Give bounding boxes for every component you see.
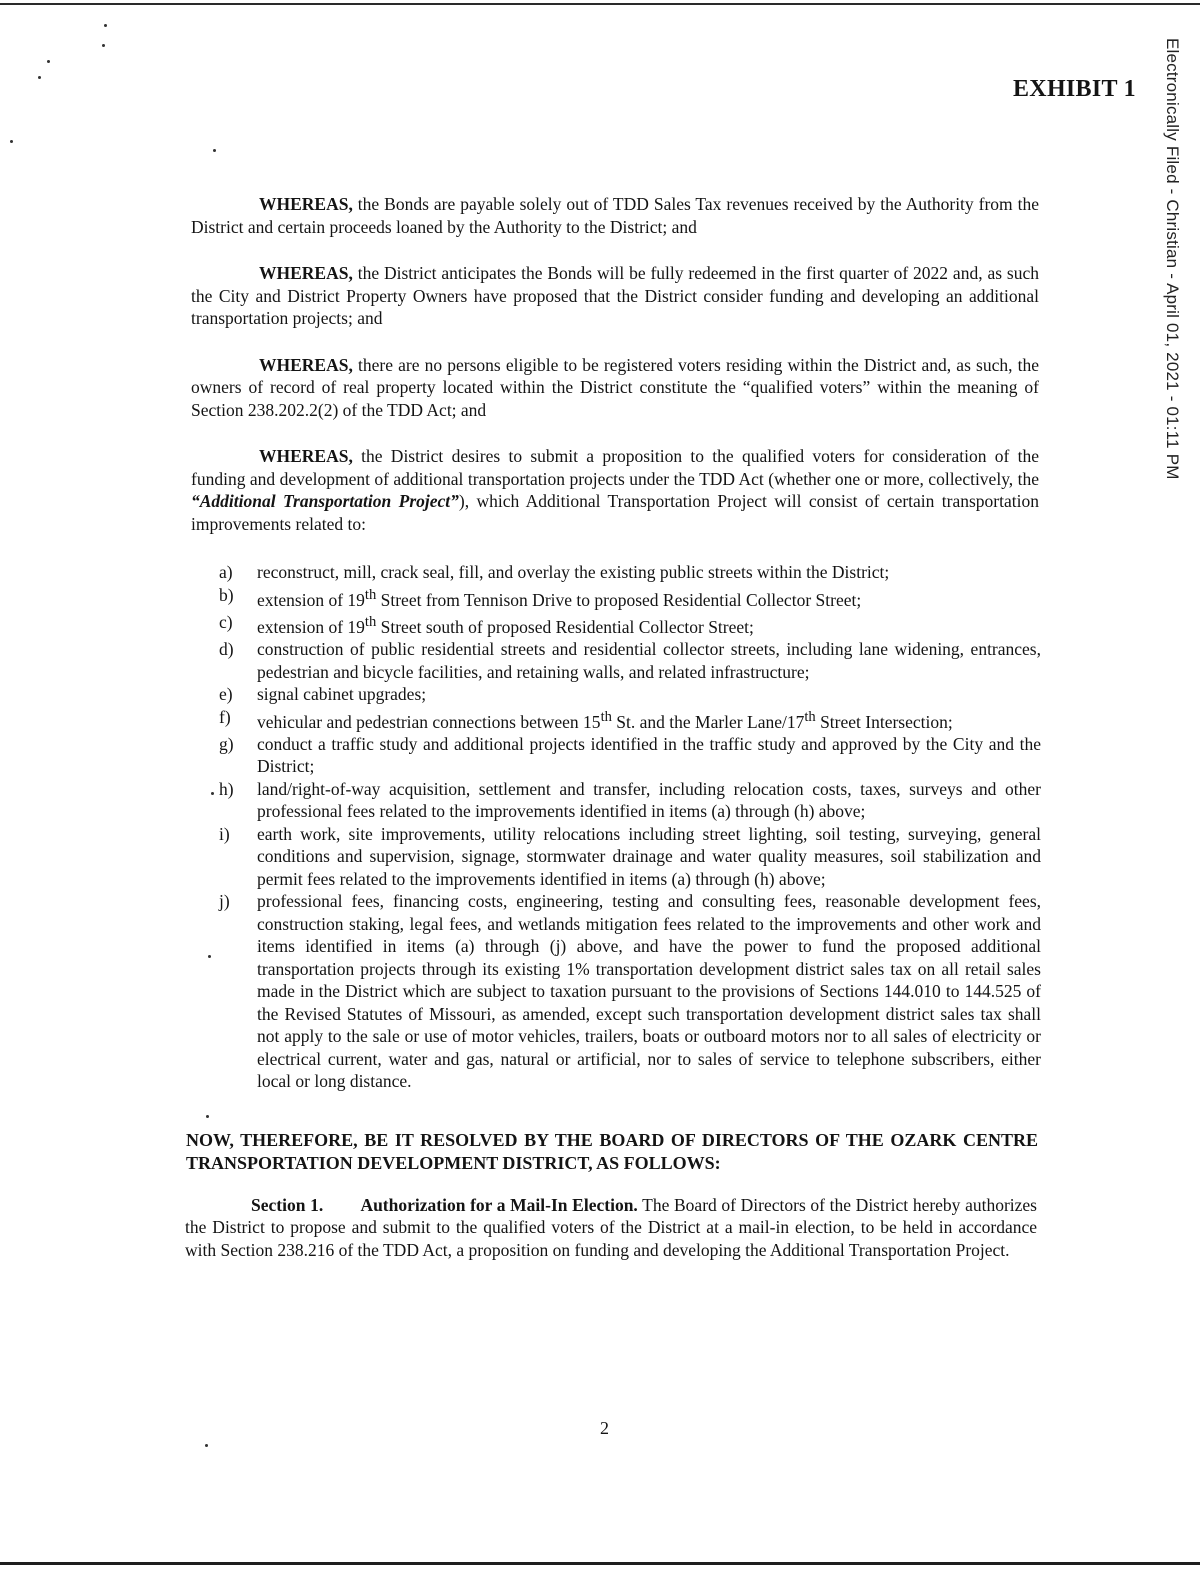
list-item [219,733,1041,778]
item-text: earth work, site improvements, utility relocations including street lighting, soil testing, surveying, general conditions and supervision, signage, stormwater drainage and water quality measures, soil stabilization and permit fees related to the improvements identified in items (a) through (h) above; [257,823,1041,889]
item-text: land/right-of-way acquisition, settlement and transfer, including relocation costs, taxes, surveys and other professional fees related to the improvements identified in items (a) through (h) above; [257,778,1041,822]
item-letter: d) [219,639,234,660]
whereas-text: there are no persons eligible to be registered voters residing within the District and, as such, the owners of record of real property located within the District constitute the “qualified voters” within the meaning of Section 238.202.2(2) of the TDD Act; and [191,354,1039,420]
ordinal-suffix: th [364,613,377,630]
item-letter: h) [219,778,234,799]
list-item [219,611,1041,638]
item-text-part: Street Intersection; [815,711,953,732]
whereas-text: the District anticipates the Bonds will be fully redeemed in the first quarter of 2022 and, as such the City and District Property Owners have proposed that the District consider funding and developing an additional transportation projects; and [191,263,1039,328]
whereas-paragraph [191,354,1039,422]
item-text: signal cabinet upgrades; [257,684,427,705]
scan-speck [213,149,216,152]
scan-speck [47,60,50,63]
item-text [257,611,1041,638]
item-text [257,706,1041,733]
list-item [219,706,1041,733]
item-text: conduct a traffic study and additional projects identified in the traffic study and approved by the City and the District; [257,733,1041,777]
item-text-part: vehicular and pedestrian connections between 15 [257,711,601,732]
list-item [219,683,1041,706]
item-text: professional fees, financing costs, engineering, testing and consulting fees, reasonable development fees, construction staking, legal fees, and wetlands mitigation fees related to the improvements and other work and items identified in items (a) through (j) above, and have the power to fund the proposed additional transportation projects through its existing 1% transportation development district sales tax on all retail sales made in the District which are subject to taxation pursuant to the provisions of Sections 144.010 to 144.525 of the Revised Statutes of Missouri, as amended, except such transportation development district sales tax shall not apply to the sale or use of motor vehicles, trailers, boats or outboard motors nor to all sales of electricity or electrical current, water and gas, natural or artificial, nor to sales of service to telephone subscribers, either local or long distance. [257,891,1041,1092]
document-body [185,193,1041,1279]
list-item [219,561,1041,584]
improvement-list [219,561,1041,1093]
whereas-keyword: WHEREAS, [259,446,353,466]
list-item [219,823,1041,891]
section-text: The Board of Directors of the District hereby authorizes the District to propose and submit to the qualified voters of the District at a mail-in election, to be held in accordance with Section 238.216 of the TDD Act, a proposition on funding and developing the Additional Transportation Project. [185,1194,1037,1260]
resolution-heading: NOW, THEREFORE, BE IT RESOLVED BY THE BOARD OF DIRECTORS OF THE OZARK CENTRE TRANSPORTATION DEVELOPMENT DISTRICT, AS FOLLOWS: [186,1129,1038,1173]
item-text-part: Street south of proposed Residential Collector Street; [376,616,754,637]
item-letter: g) [219,733,234,754]
item-letter: b) [219,584,234,605]
item-letter: e) [219,684,233,705]
section-1-paragraph [185,1194,1037,1262]
item-text-part: extension of 19 [257,616,365,637]
whereas-text: the Bonds are payable solely out of TDD Sales Tax revenues received by the Authority from the District and certain proceeds loaned by the Authority to the District; and [191,194,1039,237]
whereas-paragraph [191,193,1039,238]
whereas-keyword: WHEREAS, [259,263,353,283]
page-number: 2 [600,1418,609,1438]
whereas-paragraph [191,262,1039,330]
whereas-paragraph [191,445,1039,535]
item-text-part: St. and the Marler Lane/17 [611,711,805,732]
scan-speck [102,44,105,47]
item-text [257,584,1041,611]
electronic-filing-stamp: Electronically Filed - Christian - April 01, 2021 - 01:11 PM [1163,38,1182,480]
ordinal-suffix: th [804,708,816,725]
scan-speck [205,1444,208,1447]
item-text-part: extension of 19 [257,589,365,610]
list-item [219,890,1041,1093]
list-item [219,778,1041,823]
scan-edge-bottom [0,1562,1200,1565]
ordinal-suffix: th [364,586,377,603]
section-title: Authorization for a Mail-In Election. [360,1194,638,1215]
scan-speck [104,24,107,27]
scan-edge-top [0,3,1200,5]
item-letter: a) [219,562,233,582]
item-letter: f) [219,706,231,727]
item-text-part: Street from Tennison Drive to proposed Residential Collector Street; [376,589,862,610]
whereas-keyword: WHEREAS, [259,354,353,375]
list-item [219,584,1041,611]
whereas-keyword: WHEREAS, [259,194,353,214]
ordinal-suffix: th [600,708,612,725]
exhibit-label: EXHIBIT 1 [1013,76,1136,102]
list-item [219,638,1041,683]
item-text: reconstruct, mill, crack seal, fill, and overlay the existing public streets within the District; [257,562,890,582]
item-letter: j) [219,891,230,912]
scan-speck [10,140,13,143]
scan-speck [38,76,41,79]
item-letter: c) [219,611,233,632]
whereas-text: the District desires to submit a proposition to the qualified voters for consideration of the funding and development of additional transportation projects under the TDD Act (whether one or more, collectively, the [191,446,1039,489]
item-text: construction of public residential streets and residential collector streets, including lane widening, entrances, pedestrian and bicycle facilities, and retaining walls, and related infrastructure; [257,639,1041,682]
whereas-text: ), which Additional Transportation Project will consist of certain transportation improvements related to: [191,491,1039,534]
defined-term: “Additional Transportation Project” [191,491,459,511]
item-letter: i) [219,823,230,844]
section-number: Section 1. [251,1194,324,1215]
